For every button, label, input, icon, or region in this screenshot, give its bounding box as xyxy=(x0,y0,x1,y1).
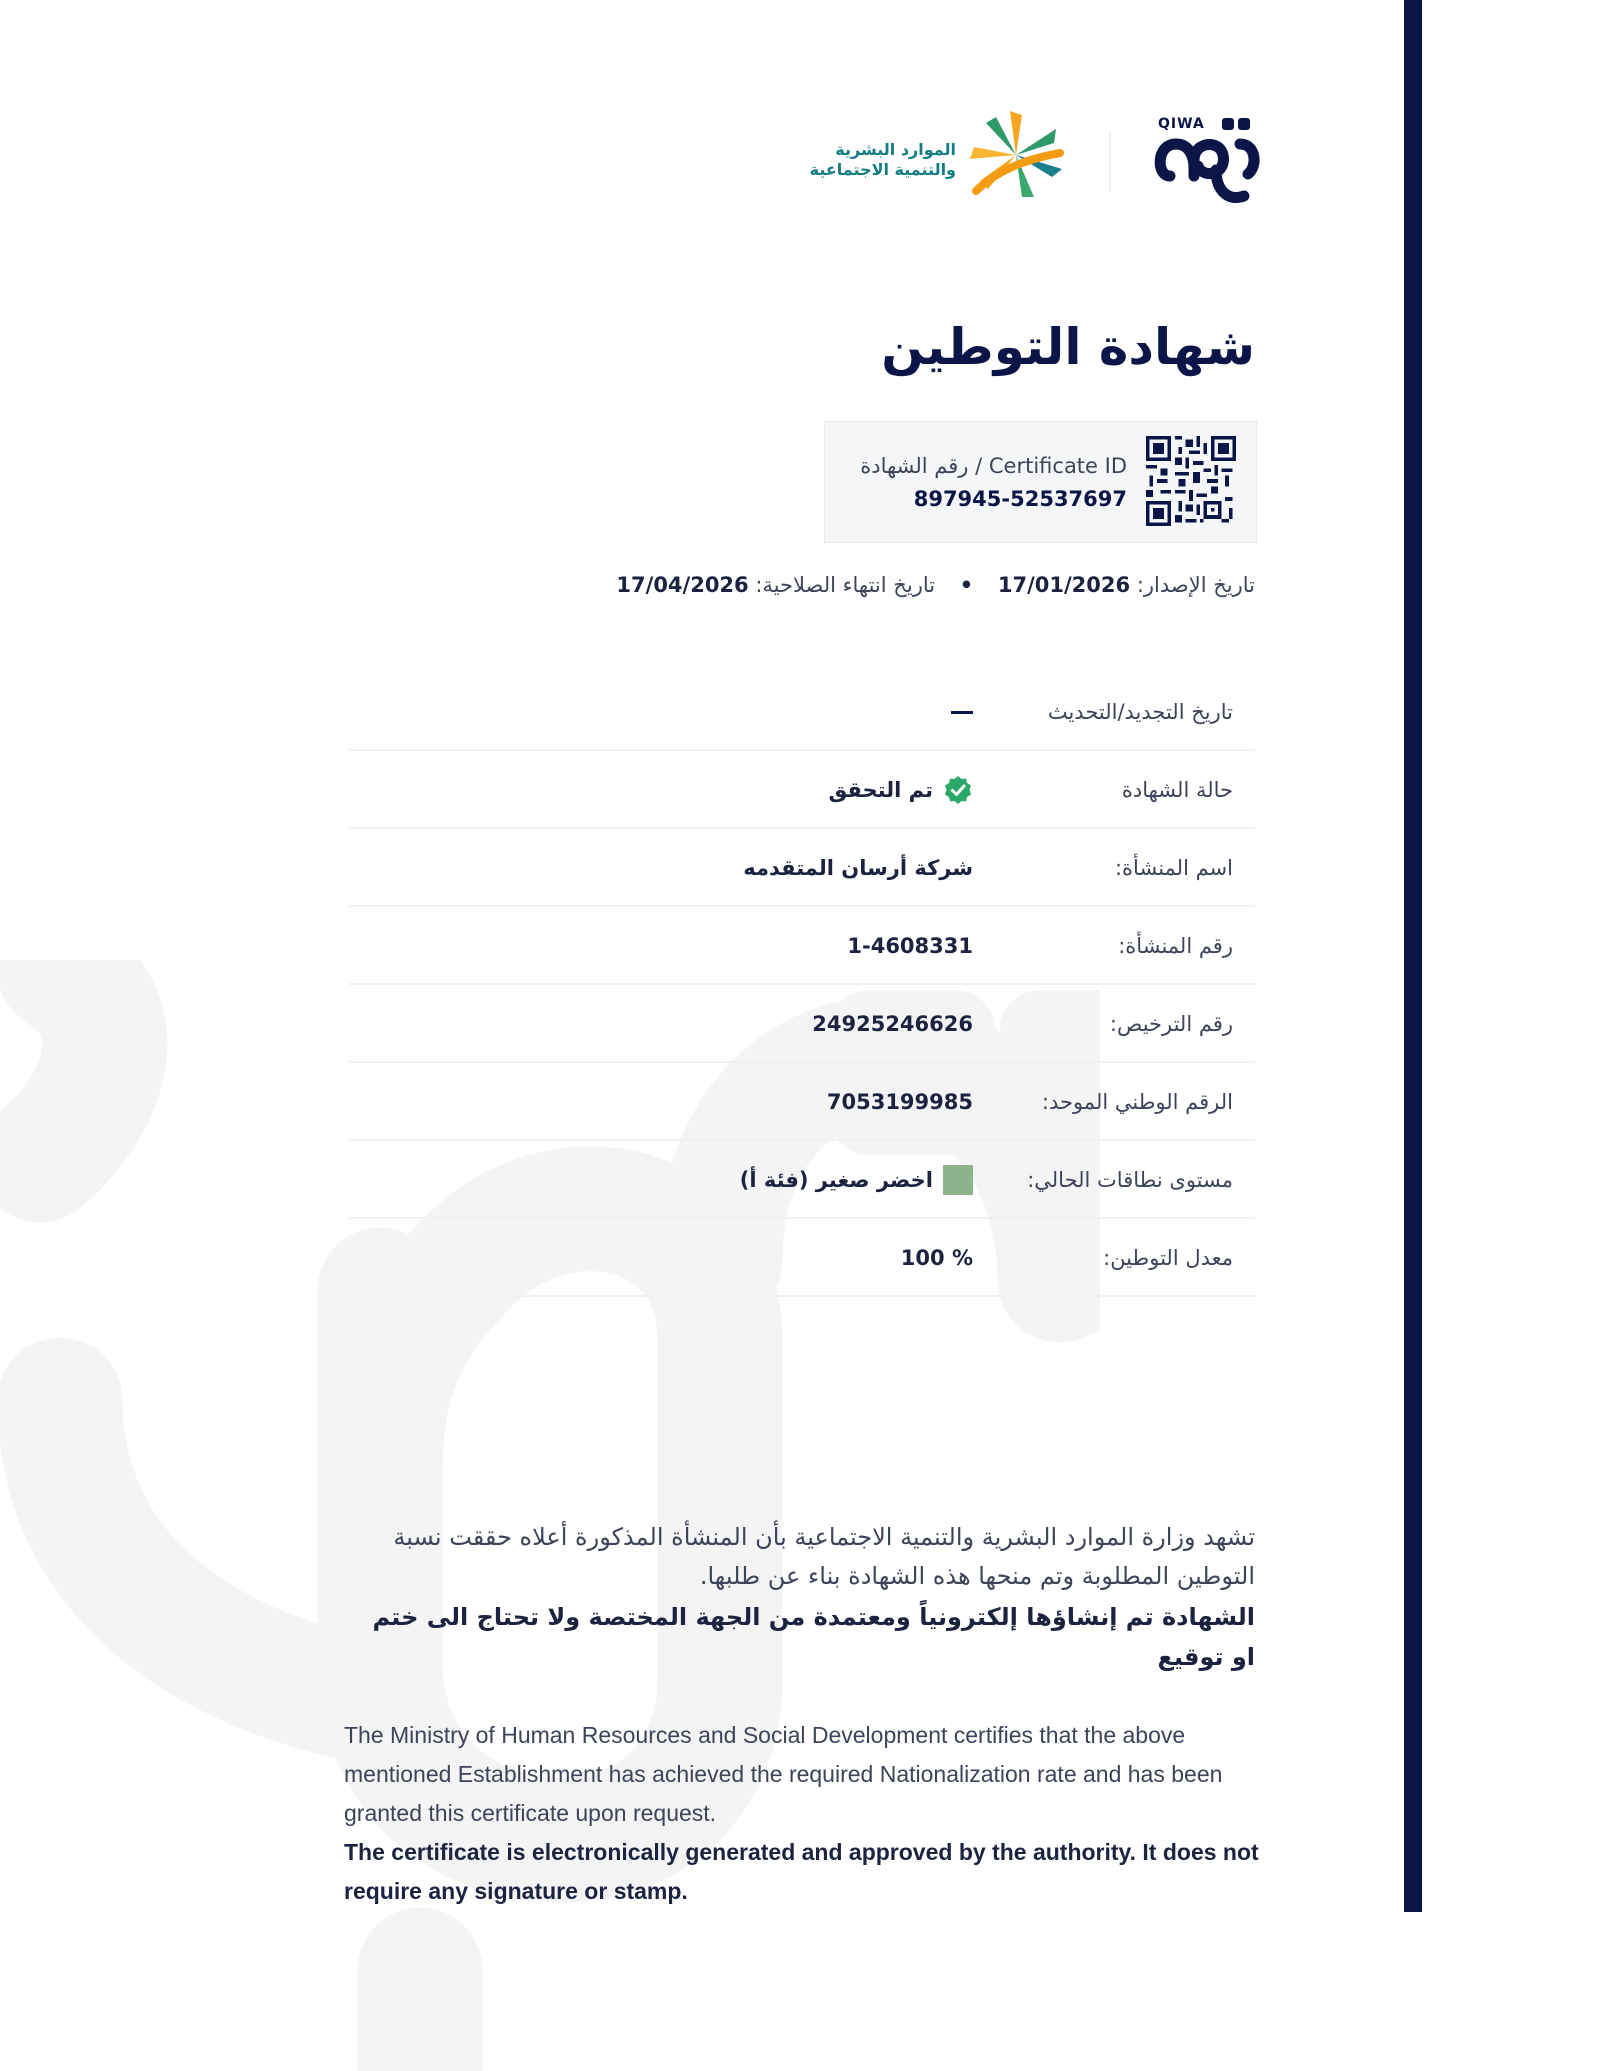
ministry-logo xyxy=(798,110,1066,204)
qr-code[interactable] xyxy=(1146,436,1236,526)
status-value-group xyxy=(829,751,974,829)
saudization-row xyxy=(349,1219,1255,1297)
unified-number-label: الرقم الوطني الموحد: xyxy=(1041,1090,1233,1114)
logo-divider xyxy=(1109,132,1111,192)
certificate-details-table xyxy=(349,673,1255,1297)
license-label: رقم الترخيص: xyxy=(1109,1012,1233,1036)
empty-value-dash xyxy=(951,711,973,714)
establishment-number-value: 1-4608331 xyxy=(847,934,973,958)
dates-line xyxy=(616,573,1255,597)
establishment-name-label: اسم المنشأة: xyxy=(1114,856,1233,880)
statement-arabic-emphasis: الشهادة تم إنشاؤها إلكترونياً ومعتمدة من الجهة المختصة ولا تحتاج الى ختم او توقيع xyxy=(372,1603,1255,1671)
nitaqat-value: اخضر صغير (فئة أ) xyxy=(739,1168,933,1192)
statement-english-emphasis: The certificate is electronically generated and approved by the authority. It does not require any signature or stamp. xyxy=(344,1839,1259,1904)
issue-date-value: 17/01/2026 xyxy=(997,573,1131,597)
saudization-value: % 100 xyxy=(900,1246,973,1270)
dates-separator: • xyxy=(959,573,974,597)
certificate-id-value: 897945-52537697 xyxy=(913,487,1127,511)
unified-number-row xyxy=(349,1063,1255,1141)
ministry-emblem-icon xyxy=(966,110,1066,200)
expiry-date-label: تاريخ انتهاء الصلاحية: xyxy=(755,573,936,597)
establishment-number-row xyxy=(349,907,1255,985)
status-label: حالة الشهادة xyxy=(1121,778,1233,802)
renewal-date-label: تاريخ التجديد/التحديث xyxy=(1047,700,1233,724)
certificate-id-box xyxy=(824,421,1257,543)
issue-date-label: تاريخ الإصدار: xyxy=(1136,573,1255,597)
saudization-label: معدل التوطين: xyxy=(1103,1246,1233,1270)
status-value: تم التحقق xyxy=(828,778,933,802)
renewal-date-row xyxy=(349,673,1255,751)
expiry-date-value: 17/04/2026 xyxy=(616,573,749,597)
verified-badge-icon xyxy=(943,775,973,805)
statement-arabic: تشهد وزارة الموارد البشرية والتنمية الاجتماعية بأن المنشأة المذكورة أعلاه حققت نسبة التوطين المطلوبة وتم منحها هذه الشهادة بناء عن طلبها. xyxy=(393,1523,1255,1590)
statement-english: The Ministry of Human Resources and Social Development certifies that the above mentioned Establishment has achieved the required Nationalization rate and has been granted this certificate upon request. xyxy=(344,1722,1223,1826)
nitaqat-label: مستوى نطاقات الحالي: xyxy=(1027,1168,1233,1192)
establishment-name-value: شركة أرسان المتقدمه xyxy=(743,856,973,880)
renewal-date-value xyxy=(951,673,973,751)
status-row xyxy=(349,751,1255,829)
certificate-title: شهادة التوطين xyxy=(881,318,1255,376)
qiwa-logo-text: QIWA xyxy=(1158,116,1205,132)
establishment-number-label: رقم المنشأة: xyxy=(1118,934,1233,958)
nitaqat-row xyxy=(349,1141,1255,1219)
qiwa-logo xyxy=(1152,110,1262,208)
license-value: 24925246626 xyxy=(812,1012,973,1036)
license-row xyxy=(349,985,1255,1063)
certificate-id-label: رقم الشهادة / Certificate ID xyxy=(860,454,1127,478)
nitaqat-color-swatch xyxy=(943,1165,973,1195)
unified-number-value: 7053199985 xyxy=(826,1090,973,1114)
ministry-name-line2: والتنمية الاجتماعية xyxy=(809,160,956,179)
ministry-name-line1: الموارد البشرية xyxy=(835,140,956,159)
nitaqat-value-group xyxy=(740,1141,973,1219)
side-accent-bar xyxy=(1404,0,1422,1912)
establishment-name-row xyxy=(349,829,1255,907)
